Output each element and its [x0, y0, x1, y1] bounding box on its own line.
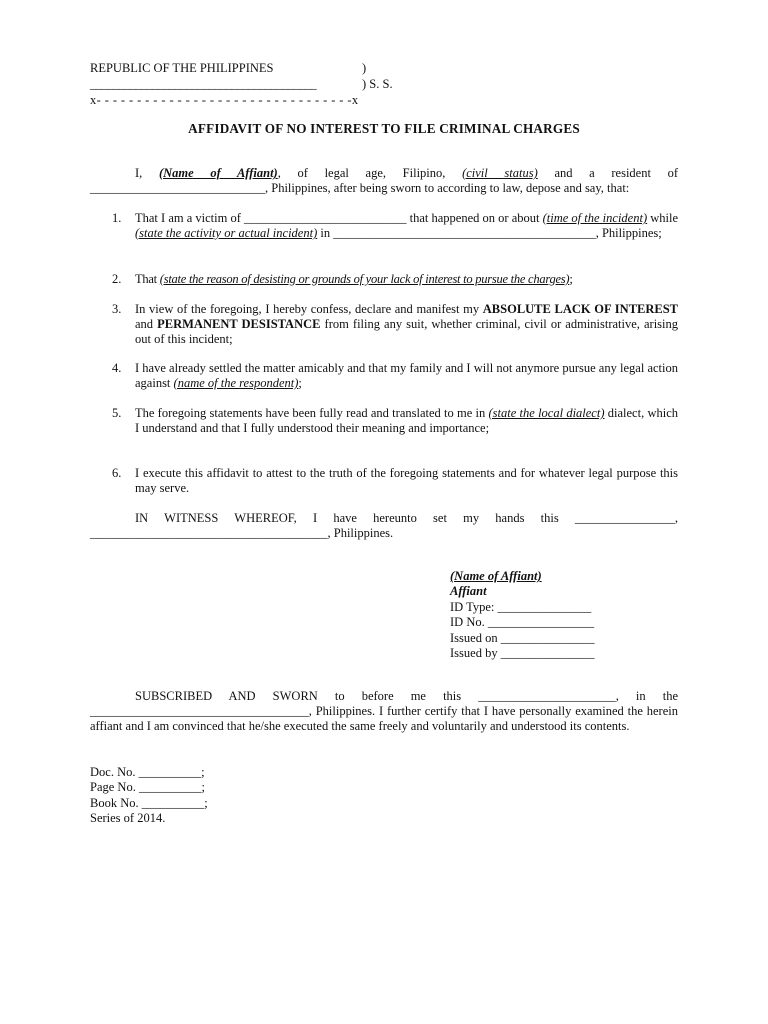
- item-number-5: 5.: [112, 406, 122, 420]
- time-of-incident-placeholder: (time of the incident): [542, 211, 648, 225]
- venue-blank: ________________________________________: [90, 77, 317, 91]
- item3-text-2: from filing any suit, whether criminal, civil or administrative, arising out of this incident;: [135, 317, 679, 346]
- notary-block: [90, 765, 208, 827]
- item4-text-2: ;: [298, 376, 302, 390]
- republic-label: REPUBLIC OF THE PHILIPPINES: [90, 61, 274, 75]
- reason-placeholder: (state the reason of desisting or grounds of your lack of interest to pursue the charges): [159, 272, 570, 286]
- item5-text-1: The foregoing statements have been fully read and translated to me in: [135, 406, 486, 420]
- venue-paren: ): [362, 61, 367, 75]
- affiant-signature-block: [450, 569, 594, 661]
- item-number-2: 2.: [112, 272, 122, 286]
- item1-text-3: in __________________________________________, Philippines;: [320, 226, 662, 240]
- doc-no-field: Doc. No. __________;: [90, 765, 205, 779]
- id-no-field: ID No. _________________: [450, 615, 595, 630]
- issued-by-field: Issued by _______________: [450, 646, 595, 661]
- series-field: Series of 2014.: [90, 811, 166, 826]
- affiant-label: Affiant: [450, 584, 487, 599]
- item2-text-1: That: [135, 272, 157, 286]
- item-number-6: 6.: [112, 466, 122, 480]
- id-type-field: ID Type: _______________: [450, 599, 592, 614]
- list-item-2: [135, 272, 678, 287]
- subscribed-paragraph: SUBSCRIBED AND SWORN to before me this ______________________, in the ___________________________________, Philippines. I further certify that I have personally examined the herein affiant and I am convinced that he/she executed the same freely and voluntarily and understood its contents.: [90, 689, 678, 733]
- dialect-placeholder: (state the local dialect): [488, 406, 605, 420]
- list-item-3: [135, 302, 678, 347]
- item3-text-1: In view of the foregoing, I hereby confess, declare and manifest my: [135, 302, 480, 316]
- list-item-5: [135, 406, 678, 436]
- page-no-field: Page No. __________;: [90, 780, 205, 795]
- item-number-3: 3.: [112, 302, 122, 316]
- list-item-1: [135, 211, 678, 241]
- item1-text-2: while: [650, 211, 679, 225]
- item5-text-2: dialect, which I understand and that I fully understood their meaning and importance;: [135, 406, 679, 435]
- list-item-4: [135, 361, 678, 391]
- witness-paragraph: IN WITNESS WHEREOF, I have hereunto set my hands this ________________, ______________________________________, Philippines.: [90, 511, 678, 540]
- intro-paragraph: [90, 166, 678, 196]
- affiant-name-placeholder: (Name of Affiant): [158, 166, 278, 180]
- header-separator: x- - - - - - - - - - - - - - - - - - - - - - - - - - - - - - - -x: [90, 93, 359, 107]
- item2-text-2: ;: [569, 272, 573, 286]
- item3-and: and: [135, 317, 154, 331]
- item-number-4: 4.: [112, 361, 122, 375]
- intro-text-2: and a resident of ____________________________, Philippines, after being sworn to according to law, depose and say, that:: [90, 166, 679, 195]
- list-item-6: [135, 466, 678, 496]
- ss-label: ) S. S.: [362, 77, 393, 91]
- absolute-lack-bold: ABSOLUTE LACK OF INTEREST: [482, 302, 679, 316]
- issued-on-field: Issued on _______________: [450, 630, 595, 645]
- respondent-placeholder: (name of the respondent): [173, 376, 299, 390]
- item6-text-1: I execute this affidavit to attest to the truth of the foregoing statements and for whatever legal purpose this may serve.: [135, 466, 678, 495]
- item-number-1: 1.: [112, 211, 122, 225]
- civil-status-placeholder: (civil status): [462, 166, 538, 180]
- document-title: AFFIDAVIT OF NO INTEREST TO FILE CRIMINAL CHARGES: [188, 121, 580, 136]
- affiant-name-signature: (Name of Affiant): [450, 569, 542, 583]
- intro-i: I,: [135, 166, 143, 180]
- book-no-field: Book No. __________;: [90, 795, 208, 810]
- permanent-desistance-bold: PERMANENT DESISTANCE: [157, 317, 321, 331]
- item1-text-1: That I am a victim of __________________________ that happened on or about: [135, 211, 540, 225]
- item4-text-1: I have already settled the matter amicably and that my family and I will not anymore pursue any legal action against: [135, 361, 678, 390]
- intro-text-1: , of legal age, Filipino,: [277, 166, 446, 180]
- activity-placeholder: (state the activity or actual incident): [135, 226, 318, 240]
